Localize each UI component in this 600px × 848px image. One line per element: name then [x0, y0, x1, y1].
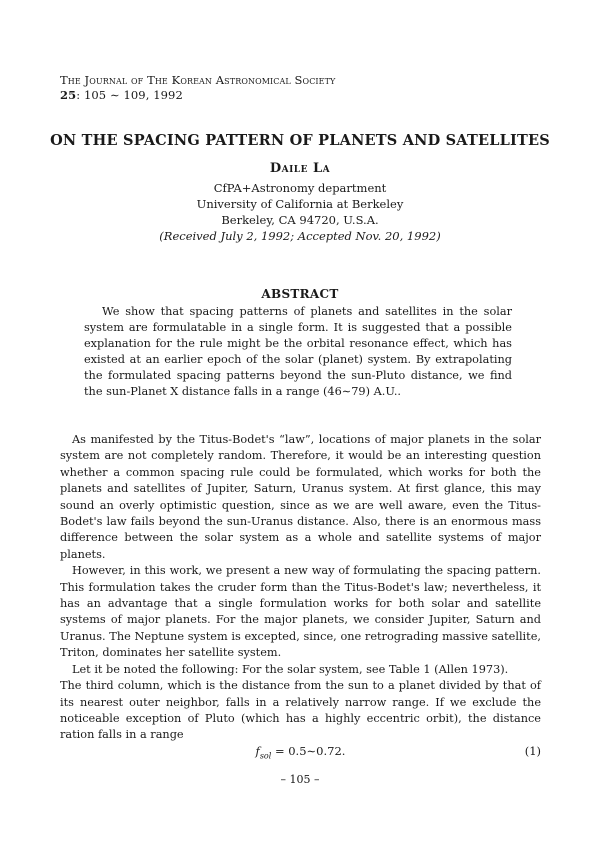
- journal-header: [60, 73, 335, 103]
- body-paragraph: The third column, which is the distance from the sun to a planet divided by that of its nearest outer neighbor, falls in a relatively narrow range. If we exclude the noticeable exception of Pluto (which has a highly eccentric orbit), the distance ration falls in a range: [60, 679, 541, 742]
- affiliation-block: [0, 180, 600, 244]
- body-paragraph: Let it be noted the following: For the solar system, see Table 1 (Allen 1973).: [72, 662, 509, 676]
- affiliation-line: CfPA+Astronomy department: [213, 181, 387, 195]
- affiliation-line: University of California at Berkeley: [196, 197, 404, 211]
- abstract-text: We show that spacing patterns of planets and satellites in the solar system are formulatable in a single form. It is suggested that a possible explanation for the rule might be the orbital resonance effect, which has existed at an earlier epoch of the solar (planet) system. By extrapolating the formulated spacing patterns beyond the sun-Pluto distance, we find the sun-Planet X distance falls in a range (46∼79) A.U..: [84, 305, 512, 398]
- body-text: [60, 432, 541, 744]
- paper-title: ON THE SPACING PATTERN OF PLANETS AND SATELLITES: [50, 132, 550, 149]
- equation-subscript: sol: [259, 751, 272, 761]
- equation-rhs: = 0.5∼0.72.: [271, 744, 346, 758]
- equation-number: (1): [524, 744, 541, 758]
- journal-pages: : 105 ∼ 109, 1992: [76, 88, 183, 102]
- equation-symbol: f: [255, 744, 260, 758]
- affiliation-line: Berkeley, CA 94720, U.S.A.: [221, 213, 379, 227]
- page-number: – 105 –: [280, 773, 320, 786]
- body-paragraph: As manifested by the Titus-Bodet's “law”, locations of major planets in the solar system are not completely random. Therefore, it would be an interesting question whether a common spacing rule could be formulated, which works for both the planets and satellites of Jupiter, Saturn, Uranus system. At first glance, this may sound an overly optimistic question, since as we are well aware, even the Titus-Bodet's law fails beyond the sun-Uranus distance. Also, there is an enormous mass difference between the solar system as a whole and satellite systems of major planets.: [60, 433, 541, 561]
- equation-body: [60, 744, 541, 760]
- journal-citation: [60, 88, 335, 103]
- abstract-heading: ABSTRACT: [261, 287, 339, 301]
- journal-name: The Journal of The Korean Astronomical Society: [60, 73, 336, 87]
- body-paragraph: However, in this work, we present a new way of formulating the spacing pattern. This formulation takes the cruder form than the Titus-Bodet's law; nevertheless, it has an advantage that a single formulation works for both solar and satellite systems of major planets. For the major planets, we consider Jupiter, Saturn and Uranus. The Neptune system is excepted, since, one retrograding massive satellite, Triton, dominates her satellite system.: [60, 564, 541, 660]
- received-dates: (Received July 2, 1992; Accepted Nov. 20, 1992): [159, 229, 441, 243]
- author-name: Daile La: [269, 161, 331, 176]
- journal-volume: 25: [60, 88, 77, 102]
- equation-1: [60, 744, 541, 760]
